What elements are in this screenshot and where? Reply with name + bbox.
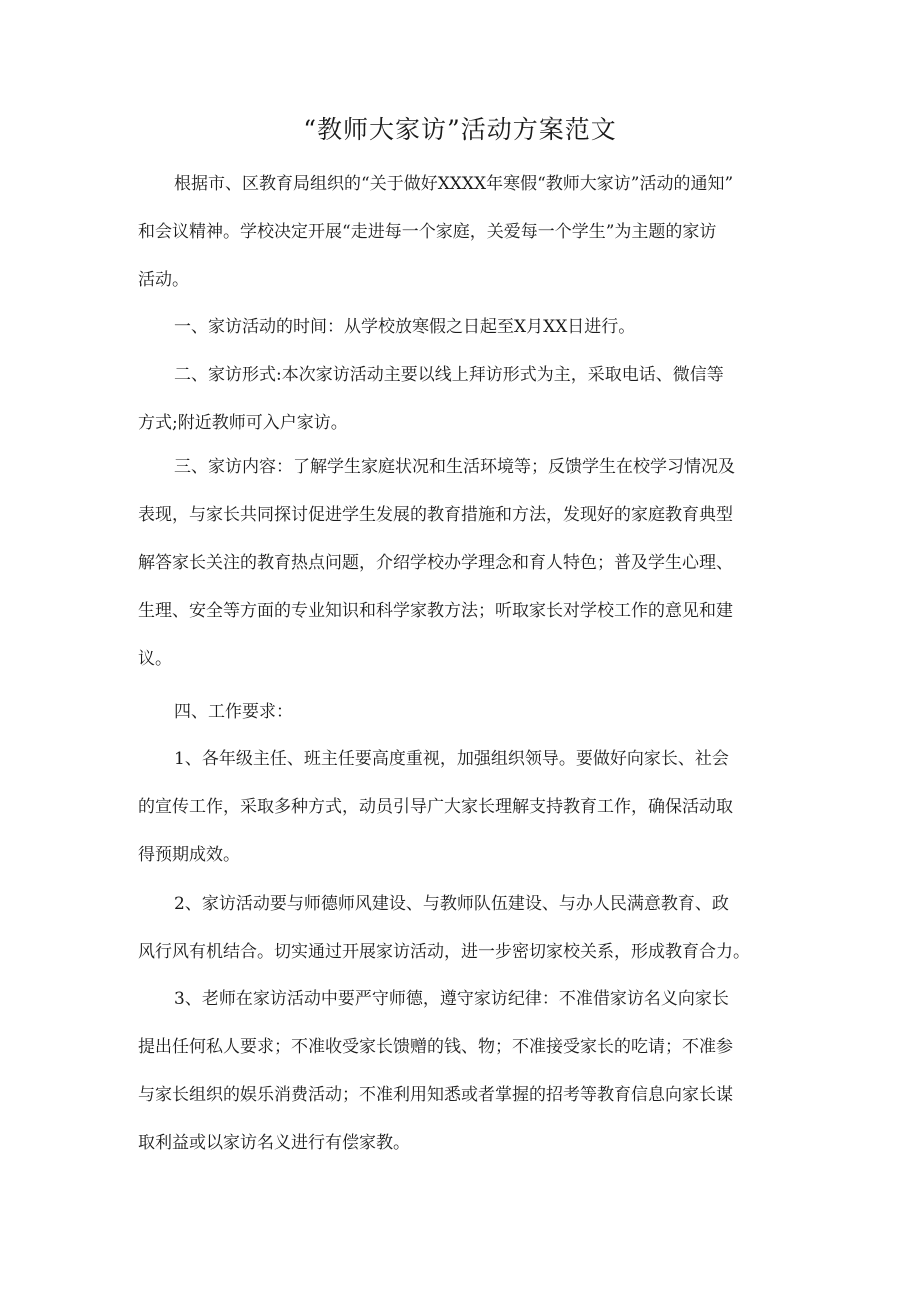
- paragraph-requirement-3: [138, 975, 788, 1167]
- paragraph-time: [138, 303, 788, 351]
- paragraph-requirement-1: [138, 735, 788, 879]
- paragraph-line: 四、工作要求：: [174, 702, 293, 722]
- paragraph-line: 解答家长关注的教育热点问题，介绍学校办学理念和育人特色；普及学生心理、: [138, 553, 733, 573]
- paragraph-line: 2、家访活动要与师德师风建设、与教师队伍建设、与办人民满意教育、政: [174, 894, 729, 914]
- paragraph-line: 得预期成效。: [138, 845, 240, 865]
- paragraph-line: 一、家访活动的时间：从学校放寒假之日起至X月XX日进行。: [174, 317, 636, 337]
- paragraph-line: 根据市、区教育局组织的“关于做好XXXX年寒假“教师大家访”活动的通知”: [174, 174, 734, 194]
- paragraph-line: 活动。: [138, 270, 189, 290]
- paragraph-content: [138, 443, 788, 683]
- paragraph-requirement-2: [138, 880, 788, 976]
- paragraph-line: 方式;附近教师可入户家访。: [138, 413, 348, 433]
- paragraph-line: 风行风有机结合。切实通过开展家访活动，进一步密切家校关系，形成教育合力。: [138, 942, 750, 962]
- paragraph-line: 生理、安全等方面的专业知识和科学家教方法；听取家长对学校工作的意见和建: [138, 601, 733, 621]
- paragraph-requirements-heading: [138, 688, 788, 736]
- paragraph-form: [138, 351, 788, 447]
- paragraph-line: 议。: [138, 649, 172, 669]
- paragraph-line: 的宣传工作，采取多种方式，动员引导广大家长理解支持教育工作，确保活动取: [138, 797, 733, 817]
- paragraph-line: 提出任何私人要求；不准收受家长馈赠的钱、物；不准接受家长的吃请；不准参: [138, 1037, 733, 1057]
- paragraph-line: 三、家访内容：了解学生家庭状况和生活环境等；反馈学生在校学习情况及: [174, 457, 735, 477]
- paragraph-line: 取利益或以家访名义进行有偿家教。: [138, 1133, 410, 1153]
- paragraph-line: 3、老师在家访活动中要严守师德，遵守家访纪律：不准借家访名义向家长: [174, 989, 729, 1009]
- document-title: “教师大家访”活动方案范文: [303, 115, 617, 144]
- paragraph-intro: [138, 160, 788, 304]
- paragraph-line: 表现，与家长共同探讨促进学生发展的教育措施和方法，发现好的家庭教育典型: [138, 505, 733, 525]
- paragraph-line: 与家长组织的娱乐消费活动；不准利用知悉或者掌握的招考等教育信息向家长谋: [138, 1085, 733, 1105]
- paragraph-line: 和会议精神。学校决定开展“走进每一个家庭，关爱每一个学生”为主题的家访: [138, 222, 717, 242]
- paragraph-line: 二、家访形式:本次家访活动主要以线上拜访形式为主，采取电话、微信等: [174, 365, 724, 385]
- paragraph-line: 1、各年级主任、班主任要高度重视，加强组织领导。要做好向家长、社会: [174, 749, 729, 769]
